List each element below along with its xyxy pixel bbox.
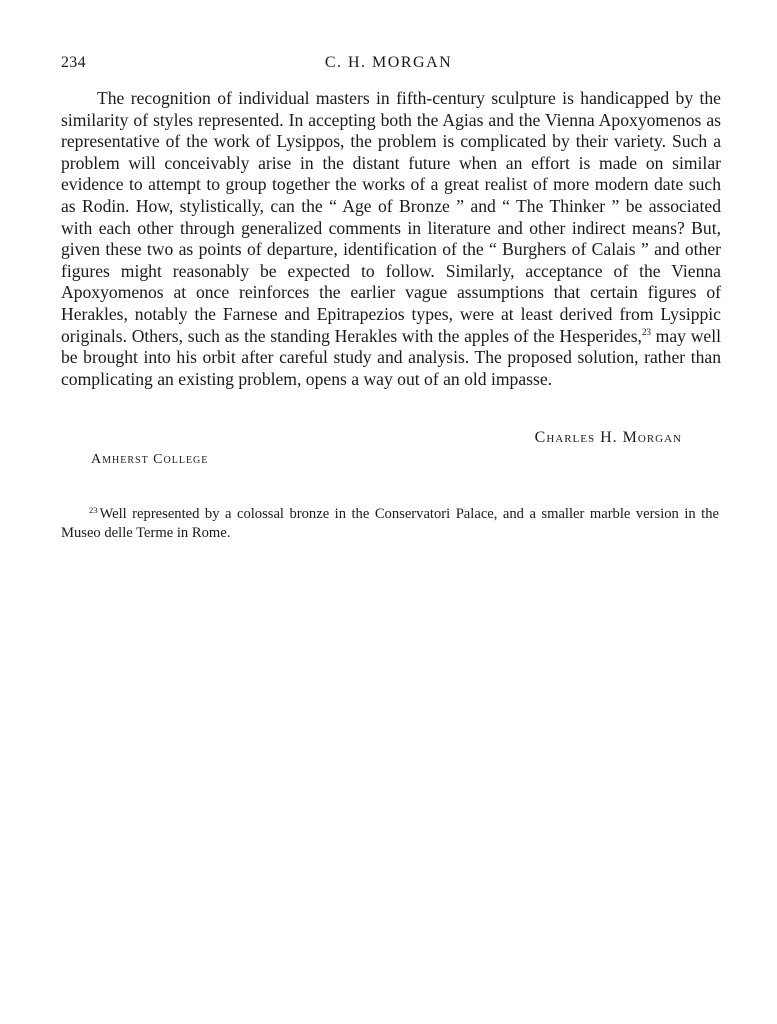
footnote-number: 23 [89,505,98,515]
page-number: 234 [61,54,86,71]
footnote-text: Well represented by a colossal bronze in the Conservatori Palace, and a smaller marble version in the Museo delle Terme in Rome. [61,506,719,541]
body-paragraph [61,88,721,390]
body-text-part-1: The recognition of individual masters in fifth-century sculpture is handicapped by the similarity of styles represented. In accepting both the Agias and the Vienna Apoxyomenos as representative of the work of Lysippos, the problem is complicated by their variety. Such a problem will conceivably arise in the distant future when an effort is made on similar evidence to attempt to group together the works of a great realist of more modern date such as Rodin. How, stylistically, can the “ Age of Bronze ” and “ The Thinker ” be associated with each other through generalized comments in literature and other indirect means? But, given these two as points of departure, identification of the “ Burghers of Calais ” and other figures might reasonably be expected to follow. Similarly, acceptance of the Vienna Apoxyomenos at once reinforces the earlier vague assumptions that certain figures of Herakles, notably the Farnese and Epitrapezios types, were at least derived from Lysippic originals. Others, such as the standing Herakles with the apples of the Hesperides, [61,88,721,346]
footnote [61,505,719,542]
footnote-reference: 23 [641,326,651,337]
running-head: C. H. MORGAN [324,54,453,71]
author-affiliation: Amherst College [91,452,209,467]
author-signature: Charles H. Morgan [534,429,682,446]
body-text-part-2: may well be brought into his orbit after careful study and analysis. The proposed solution, rather than complicating an existing problem, opens a way out of an old impasse. [61,325,721,389]
